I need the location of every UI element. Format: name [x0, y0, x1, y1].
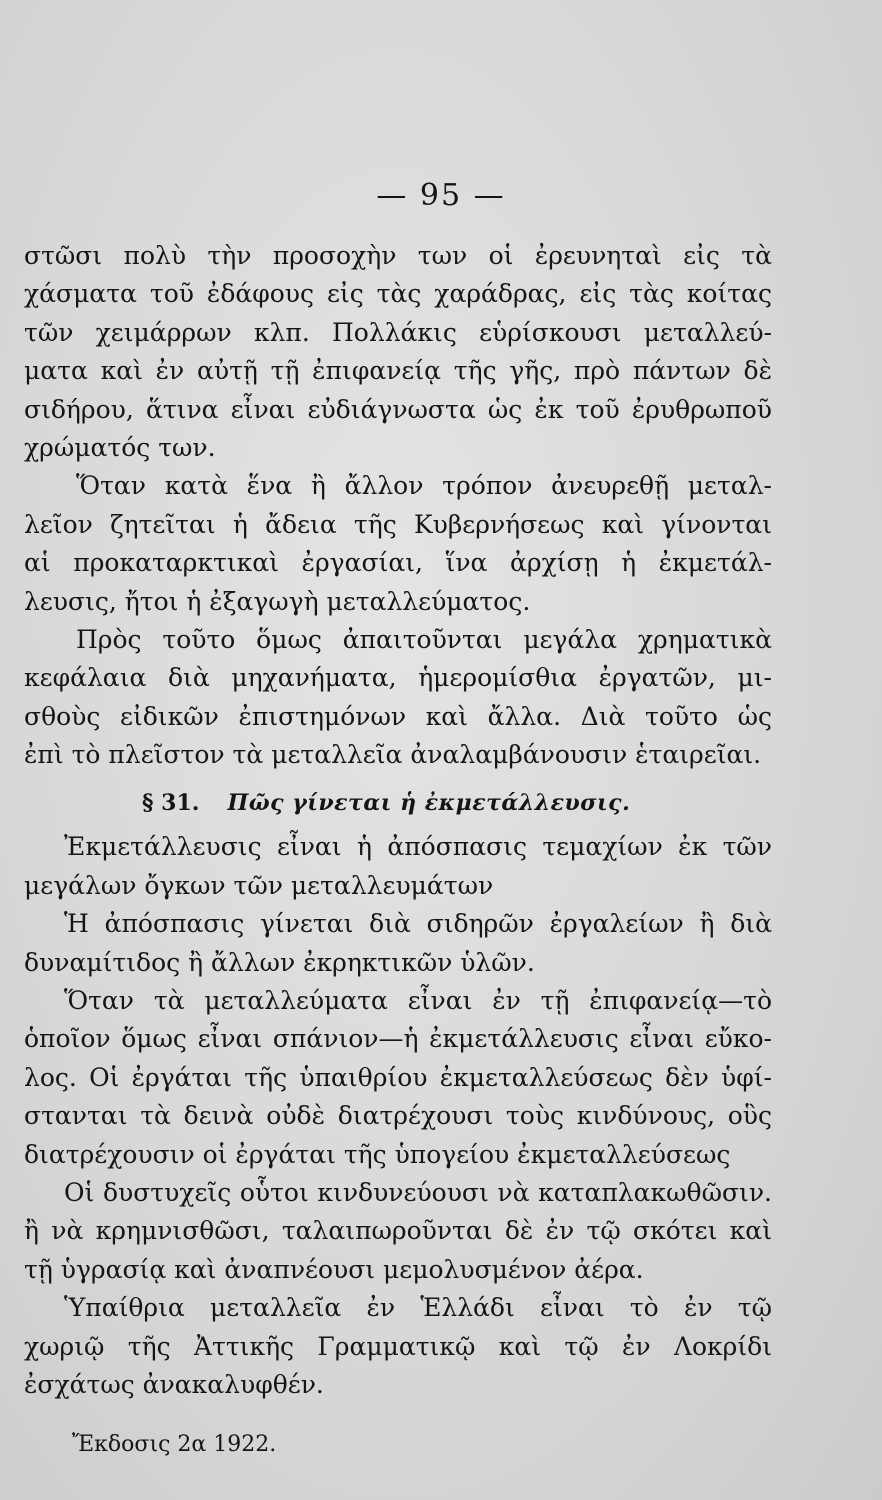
text-line: δυναμίτιδος ἢ ἄλλων ἐκρηκτικῶν ὑλῶν. [24, 947, 535, 977]
text-line: χάσματα τοῦ ἐδάφους εἰς τὰς χαράδρας, εἰς τὰς κοίτας [24, 279, 772, 309]
edition-note: Ἔκδοσις 2α 1922. [72, 1432, 277, 1457]
paragraph-8 [24, 1289, 772, 1404]
section-title: Πῶς γίνεται ἡ ἐκμετάλλευσις. [227, 790, 631, 817]
text-line: λεῖον ζητεῖται ἡ ἄδεια τῆς Κυβερνήσεως καὶ γίνονται [24, 509, 772, 539]
text-line: στανται τὰ δεινὰ οὐδὲ διατρέχουσι τοὺς κινδύνους, οὓς [24, 1101, 772, 1131]
paragraph-7 [24, 1174, 772, 1289]
text-line: Ὅταν κατὰ ἕνα ἢ ἄλλον τρόπον ἀνευρεθῇ μεταλ- [76, 471, 772, 501]
text-line: τῶν χειμάρρων κλπ. Πολλάκις εὑρίσκουσι μεταλλεύ- [24, 317, 772, 347]
text-line: λευσις, ἤτοι ἡ ἐξαγωγὴ μεταλλεύματος. [24, 586, 531, 616]
text-line: Ὑπαίθρια μεταλλεῖα ἐν Ἑλλάδι εἶναι τὸ ἐν τῷ [64, 1293, 772, 1323]
text-line: σθοὺς εἰδικῶν ἐπιστημόνων καὶ ἄλλα. Διὰ τοῦτο ὡς [24, 701, 772, 731]
text-line: μεγάλων ὄγκων τῶν μεταλλευμάτων [24, 870, 494, 900]
paragraph-5 [24, 905, 772, 982]
text-line: σιδήρου, ἅτινα εἶναι εὐδιάγνωστα ὡς ἐκ τοῦ ἐρυθρωποῦ [24, 394, 772, 424]
text-line: ἐσχάτως ἀνακαλυφθέν. [24, 1369, 324, 1399]
body-text [24, 237, 772, 1404]
paragraph-6 [24, 982, 772, 1174]
text-line: Ἡ ἀπόσπασις γίνεται διὰ σιδηρῶν ἐργαλείων ἢ διὰ [64, 909, 772, 939]
paragraph-1 [24, 237, 772, 467]
text-line: ματα καὶ ἐν αὐτῇ τῇ ἐπιφανείᾳ τῆς γῆς, πρὸ πάντων δὲ [24, 356, 772, 386]
text-line: αἱ προκαταρκτικαὶ ἐργασίαι, ἵνα ἀρχίσῃ ἡ ἐκμετάλ- [24, 548, 772, 578]
text-line: στῶσι πολὺ τὴν προσοχὴν των οἱ ἐρευνηταὶ εἰς τὰ [24, 241, 772, 270]
page-number: — 95 — [376, 178, 506, 213]
section-number: § 31. [142, 790, 200, 817]
paragraph-3 [24, 621, 772, 775]
paragraph-4 [24, 828, 772, 905]
text-line: Ἐκμετάλλευσις εἶναι ἡ ἀπόσπασις τεμαχίων ἐκ τῶν [64, 832, 772, 862]
text-line: ὁποῖον ὅμως εἶναι σπάνιον—ἡ ἐκμετάλλευσις εἶναι εὔκο- [24, 1024, 772, 1054]
paragraph-2 [24, 467, 772, 621]
text-line: λος. Οἱ ἐργάται τῆς ὑπαιθρίου ἐκμεταλλεύσεως δὲν ὑφί- [24, 1062, 772, 1092]
text-line: κεφάλαια διὰ μηχανήματα, ἡμερομίσθια ἐργατῶν, μι- [24, 663, 772, 693]
text-line: ἐπὶ τὸ πλεῖστον τὰ μεταλλεῖα ἀναλαμβάνουσιν ἑταιρεῖαι. [24, 740, 762, 770]
text-line: τῇ ὑγρασίᾳ καὶ ἀναπνέουσι μεμολυσμένον ἀέρα. [24, 1254, 644, 1284]
text-line: χρώματός των. [24, 432, 216, 462]
text-line: ἢ νὰ κρημνισθῶσι, ταλαιπωροῦνται δὲ ἐν τῷ σκότει καὶ [24, 1216, 772, 1246]
text-line: Ὅταν τὰ μεταλλεύματα εἶναι ἐν τῇ ἐπιφανείᾳ—τὸ [64, 986, 772, 1016]
section-heading [24, 774, 772, 828]
text-line: διατρέχουσιν οἱ ἐργάται τῆς ὑπογείου ἐκμεταλλεύσεως [24, 1139, 731, 1169]
text-line: Πρὸς τοῦτο ὅμως ἀπαιτοῦνται μεγάλα χρηματικὰ [76, 624, 772, 654]
text-line: χωριῷ τῆς Ἀττικῆς Γραμματικῷ καὶ τῷ ἐν Λοκρίδι [24, 1331, 772, 1361]
text-line: Οἱ δυστυχεῖς οὗτοι κινδυνεύουσι νὰ καταπλακωθῶσιν. [64, 1177, 772, 1207]
